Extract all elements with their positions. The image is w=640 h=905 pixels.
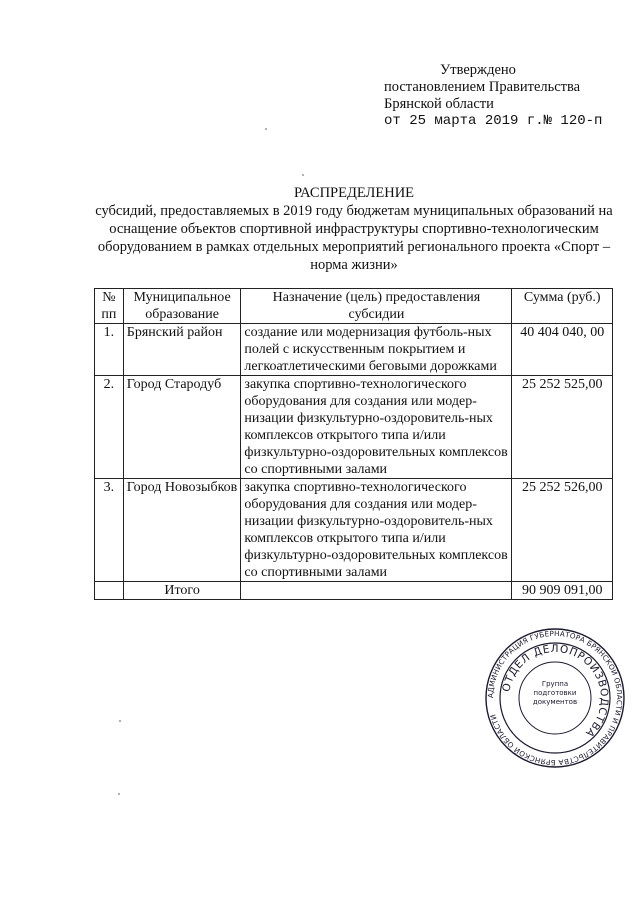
row-purpose: закупка спортивно-технологического оборудования для создания или модер-низации физкультурно-оздоровитель-ных комплексов открытого типа и/или физкультурно-оздоровительных комплексов со спортивными залами xyxy=(241,479,512,582)
office-stamp xyxy=(485,628,625,768)
total-num-cell xyxy=(95,582,124,600)
scan-speck xyxy=(118,793,120,795)
total-row xyxy=(95,582,613,600)
row-num: 2. xyxy=(95,376,124,479)
approval-region: Брянской области xyxy=(384,96,494,112)
distribution-table xyxy=(94,288,613,600)
document-subtitle: субсидий, предоставляемых в 2019 году бюджетам муниципальных образований на оснащение объектов спортивной инфраструктуры спортивно-технологическим оборудованием в рамках отдельных мероприятий регионального проекта «Спорт – норма жизни» xyxy=(95,203,613,273)
row-purpose: создание или модернизация футболь-ных полей с искусственным покрытием и легкоатлетическими беговыми дорожками xyxy=(241,324,512,376)
table-row xyxy=(95,479,613,582)
header-num: № пп xyxy=(95,289,124,324)
row-municipality: Брянский район xyxy=(123,324,241,376)
row-municipality: Город Стародуб xyxy=(123,376,241,479)
approval-block xyxy=(384,62,634,130)
total-amount: 90 909 091,00 xyxy=(512,582,613,600)
table-row xyxy=(95,376,613,479)
row-num: 1. xyxy=(95,324,124,376)
stamp-inner-text: ОТДЕЛ ДЕЛОПРОИЗВОДСТВА xyxy=(500,642,611,740)
row-municipality: Город Новозыбков xyxy=(123,479,241,582)
header-amount: Сумма (руб.) xyxy=(512,289,613,324)
total-label: Итого xyxy=(123,582,241,600)
row-amount: 40 404 040, 00 xyxy=(512,324,613,376)
total-purpose-cell xyxy=(241,582,512,600)
header-purpose: Назначение (цель) предоставления субсидии xyxy=(241,289,512,324)
scan-speck xyxy=(119,720,121,722)
row-amount: 25 252 526,00 xyxy=(512,479,613,582)
header-municipality: Муниципальное образование xyxy=(123,289,241,324)
stamp-outer-text: АДМИНИСТРАЦИЯ ГУБЕРНАТОРА БРЯНСКОЙ ОБЛАСТИ И ПРАВИТЕЛЬСТВА БРЯНСКОЙ ОБЛАСТИ xyxy=(485,628,625,768)
approval-decree: постановлением Правительства xyxy=(384,79,581,95)
document-title xyxy=(84,184,624,274)
table-row xyxy=(95,324,613,376)
stamp-center-text: Группа подготовки документов xyxy=(532,680,578,706)
row-purpose: закупка спортивно-технологического оборудования для создания или модер-низации физкультурно-оздоровитель-ных комплексов открытого типа и/или физкультурно-оздоровительных комплексов со спортивными залами xyxy=(241,376,512,479)
row-num: 3. xyxy=(95,479,124,582)
approval-date: от 25 марта 2019 г.№ 120-п xyxy=(384,113,603,129)
row-amount: 25 252 525,00 xyxy=(512,376,613,479)
approval-title: Утверждено xyxy=(440,62,516,78)
document-heading: РАСПРЕДЕЛЕНИЕ xyxy=(293,185,415,201)
scan-speck xyxy=(302,174,304,176)
table-header-row xyxy=(95,289,613,324)
scan-speck xyxy=(265,128,267,130)
